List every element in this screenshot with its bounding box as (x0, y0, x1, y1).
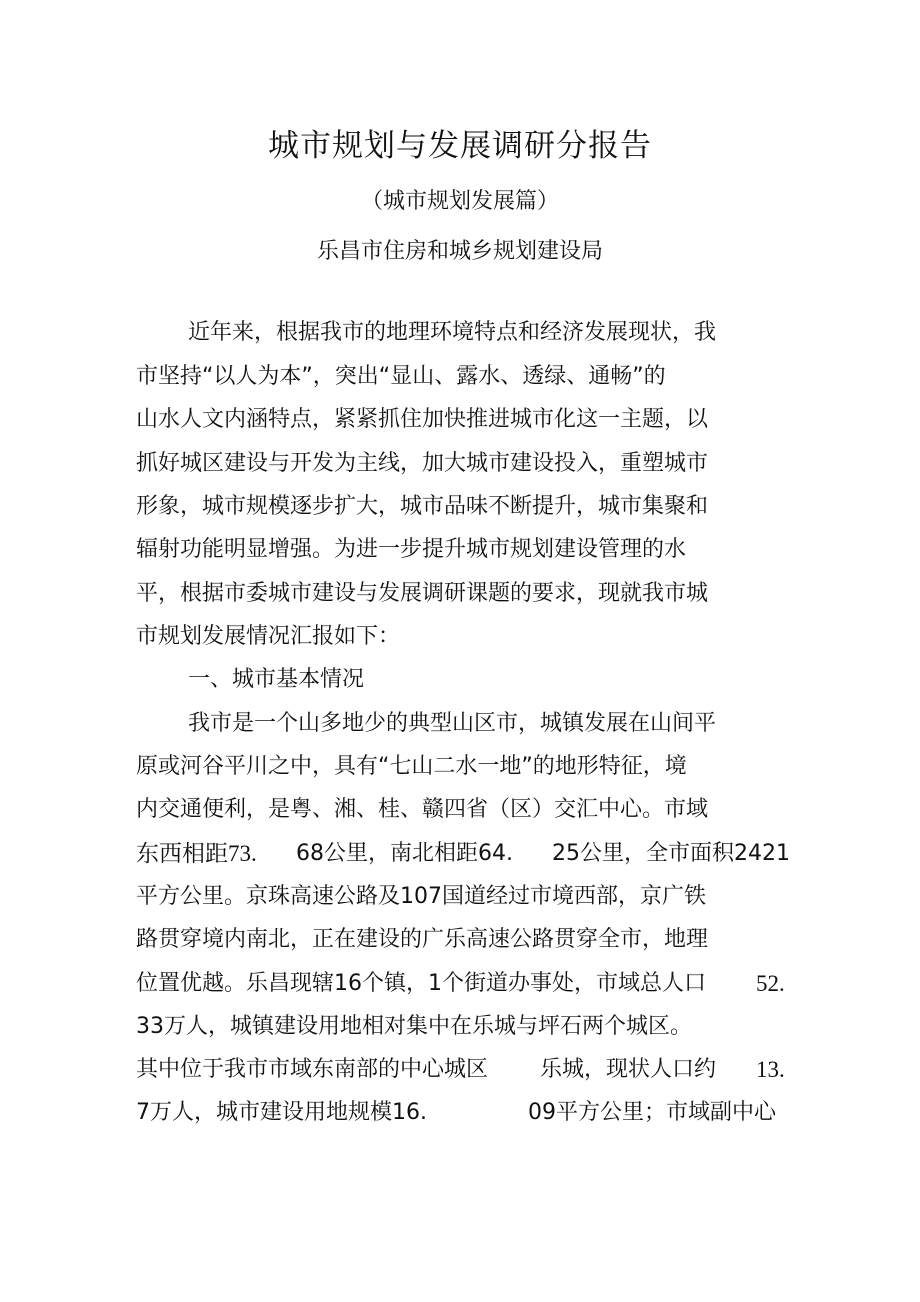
body-line: 内交通便利，是粤、湘、桂、赣四省（区）交汇中心。市域 (136, 797, 709, 822)
text-segment: 52. (756, 971, 785, 996)
text-segment: 乐城，现状人口约 (540, 1057, 717, 1082)
body-line (136, 968, 796, 1000)
text-segment: 东西相距73. (136, 841, 257, 866)
body-line: 辐射功能明显增强。为进一步提升城市规划建设管理的水 (136, 537, 687, 562)
text-segment: 25公里，全市面积2421 (552, 841, 790, 866)
body-line (136, 1054, 796, 1086)
text-segment: 09平方公里；市域副中心 (528, 1100, 776, 1125)
document-organization: 乐昌市住房和城乡规划建设局 (316, 239, 603, 264)
body-line: 平，根据市委城市建设与发展调研课题的要求，现就我市城 (136, 581, 709, 606)
body-line: 平方公里。京珠高速公路及107国道经过市境西部，京广铁 (136, 884, 706, 909)
body-line: 近年来，根据我市的地理环境特点和经济发展现状，我 (188, 320, 717, 345)
body-line: 我市是一个山多地少的典型山区市，城镇发展在山间平 (188, 711, 717, 736)
text-segment: 其中位于我市市域东南部的中心城区 (136, 1057, 489, 1082)
text-segment: 位置优越。乐昌现辖16个镇，1个街道办事处，市域总人口 (136, 971, 706, 996)
section-heading: 一、城市基本情况 (188, 667, 365, 692)
body-line (136, 1097, 796, 1129)
body-line: 形象，城市规模逐步扩大，城市品味不断提升，城市集聚和 (136, 494, 709, 519)
body-line: 市规划发展情况汇报如下： (136, 624, 401, 649)
body-line: 山水人文内涵特点，紧紧抓住加快推进城市化这一主题，以 (136, 407, 709, 432)
text-segment: 7万人，城市建设用地规模16. (136, 1100, 427, 1125)
body-line: 33万人，城镇建设用地相对集中在乐城与坪石两个城区。 (136, 1014, 692, 1039)
document-subtitle: （城市规划发展篇） (360, 189, 559, 214)
body-line: 路贯穿境内南北，正在建设的广乐高速公路贯穿全市，地理 (136, 927, 709, 952)
body-line: 抓好城区建设与开发为主线，加大城市建设投入，重塑城市 (136, 451, 709, 476)
body-line: 市坚持“以人为本”，突出“显山、露水、透绿、通畅”的 (136, 364, 666, 389)
text-segment: 13. (756, 1057, 785, 1082)
text-segment: 68公里，南北相距64. (296, 841, 513, 866)
document-title: 城市规划与发展调研分报告 (268, 128, 652, 164)
body-line (136, 838, 796, 870)
body-line: 原或河谷平川之中，具有“七山二水一地”的地形特征，境 (136, 754, 687, 779)
